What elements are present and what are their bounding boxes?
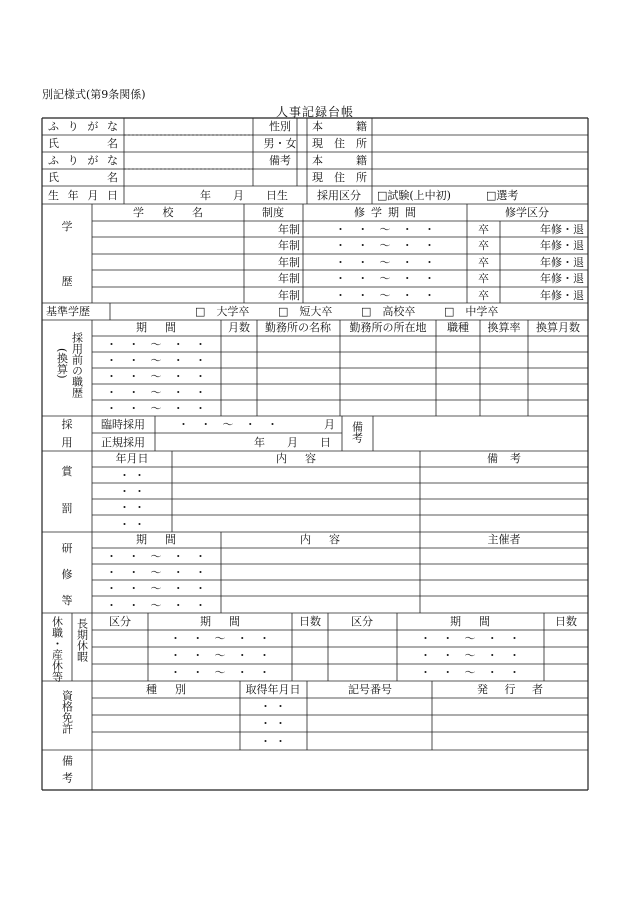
edu-side-2: 歴 [61, 275, 73, 288]
leave-col-kubun-1: 区分 [109, 615, 131, 628]
furigana-label-2: ふりがな [48, 154, 118, 167]
edu-col-seido: 制度 [262, 206, 284, 219]
edu-col-period: 修学期間 [354, 206, 416, 219]
award-date-cell: ・・ [119, 518, 145, 531]
edu-period-cell: ・・～・・ [335, 289, 435, 302]
honseki-label-2: 本籍 [312, 154, 367, 167]
leave-col-days-1: 日数 [299, 615, 321, 628]
career-period-cell: ・・～・・ [106, 370, 206, 383]
edu-kubun-cell: 年修・退 [540, 272, 584, 285]
edu-sotsu-cell: 卒 [478, 272, 489, 285]
edu-kubun-cell: 年修・退 [540, 289, 584, 302]
form-note: 別記様式(第9条関係) [42, 88, 146, 101]
license-side: 資格免許 [60, 690, 74, 734]
training-period-cell: ・・～・・ [106, 599, 206, 612]
name-label-2: 氏名 [48, 171, 118, 184]
form-title: 人事記録台帳 [275, 105, 354, 119]
license-col-number: 記号番号 [348, 683, 392, 696]
shiken-option: □試験(上中初) [377, 189, 451, 202]
leave-col-kubun-2: 区分 [351, 615, 373, 628]
leave-col-period-2: 期間 [450, 615, 490, 628]
award-date-cell: ・・ [119, 469, 145, 482]
hire-temp-period: ・・～・・ [178, 418, 278, 431]
training-col-content: 内容 [300, 533, 340, 546]
training-side-2: 修 [61, 568, 73, 581]
name-label-1: 氏名 [48, 137, 118, 150]
career-period-cell: ・・～・・ [106, 354, 206, 367]
kijun-option-univ: □ 大学卒 [195, 305, 250, 318]
license-col-type: 種別 [146, 683, 186, 696]
award-date-cell: ・・ [119, 485, 145, 498]
leave-period-cell: ・・～・・ [170, 632, 270, 645]
license-col-issuer: 発行者 [477, 683, 543, 696]
edu-col-kubun: 修学区分 [505, 206, 549, 219]
honseki-label-1: 本籍 [312, 120, 367, 133]
address-label-1: 現住所 [312, 137, 367, 150]
career-col-conv: 換算月数 [536, 321, 580, 334]
leave-period-cell: ・・～・・ [420, 666, 520, 679]
license-date-cell: ・・ [260, 700, 286, 713]
edu-seido-cell: 年制 [278, 272, 300, 285]
leave-period-cell: ・・～・・ [420, 632, 520, 645]
edu-kubun-cell: 年修・退 [540, 223, 584, 236]
kijun-label: 基準学歴 [46, 305, 90, 318]
career-col-rate: 換算率 [487, 321, 521, 334]
training-col-host: 主催者 [487, 533, 521, 546]
edu-kubun-cell: 年修・退 [540, 256, 584, 269]
edu-sotsu-cell: 卒 [478, 223, 489, 236]
edu-period-cell: ・・～・・ [335, 272, 435, 285]
award-col-biko: 備考 [487, 452, 521, 465]
edu-seido-cell: 年制 [278, 239, 300, 252]
leave-period-cell: ・・～・・ [170, 666, 270, 679]
edu-sotsu-cell: 卒 [478, 256, 489, 269]
award-date-cell: ・・ [119, 501, 145, 514]
hire-temp-unit: 月 [324, 418, 335, 431]
edu-side-1: 学 [61, 220, 73, 233]
edu-sotsu-cell: 卒 [478, 289, 489, 302]
edu-seido-cell: 年制 [278, 223, 300, 236]
saiyo-kubun-label: 採用区分 [317, 189, 361, 202]
hire-biko: 備考 [350, 421, 364, 443]
hire-regular-date: 年 月 日 [254, 436, 331, 449]
kijun-option-junior: □ 短大卒 [278, 305, 333, 318]
birth-value: 年 月 日生 [200, 189, 288, 202]
career-side-sub: (換算) [55, 348, 69, 379]
edu-period-cell: ・・～・・ [335, 256, 435, 269]
hire-side-2: 用 [61, 436, 73, 449]
career-col-location: 勤務所の所在地 [349, 321, 427, 334]
furigana-label-1: ふりがな [48, 120, 118, 133]
award-side-1: 賞 [61, 465, 73, 478]
license-date-cell: ・・ [260, 735, 286, 748]
career-col-period: 期間 [136, 321, 176, 334]
career-col-months: 月数 [228, 321, 250, 334]
edu-seido-cell: 年制 [278, 289, 300, 302]
kijun-option-high: □ 高校卒 [361, 305, 416, 318]
training-period-cell: ・・～・・ [106, 550, 206, 563]
training-col-period: 期間 [136, 533, 176, 546]
gender-value: 男・女 [263, 137, 297, 150]
career-col-type: 職種 [447, 321, 469, 334]
training-period-cell: ・・～・・ [106, 566, 206, 579]
training-side-1: 研 [61, 542, 73, 555]
career-side: 採用前の職歴 [70, 332, 84, 398]
award-col-date: 年月日 [115, 452, 149, 465]
birth-label: 生年月日 [48, 189, 118, 202]
career-period-cell: ・・～・・ [106, 402, 206, 415]
hire-regular-label: 正規採用 [101, 436, 145, 449]
award-side-2: 罰 [61, 502, 73, 515]
edu-kubun-cell: 年修・退 [540, 239, 584, 252]
address-label-2: 現住所 [312, 171, 367, 184]
hire-side-1: 採 [61, 418, 73, 431]
edu-col-school: 学校名 [133, 206, 203, 219]
edu-period-cell: ・・～・・ [335, 239, 435, 252]
leave-col-days-2: 日数 [555, 615, 577, 628]
career-col-name: 勤務所の名称 [265, 321, 331, 334]
award-col-content: 内容 [276, 452, 316, 465]
senko-option: □選考 [486, 189, 519, 202]
leave-period-cell: ・・～・・ [170, 649, 270, 662]
remarks-side: 備考 [60, 755, 74, 789]
hire-temp-label: 臨時採用 [101, 418, 145, 431]
career-period-cell: ・・～・・ [106, 386, 206, 399]
leave-period-cell: ・・～・・ [420, 649, 520, 662]
biko-label: 備考 [269, 154, 291, 167]
license-col-date: 取得年月日 [245, 683, 301, 696]
leave-side-2: 長期休暇 [75, 618, 89, 662]
training-period-cell: ・・～・・ [106, 582, 206, 595]
edu-period-cell: ・・～・・ [335, 223, 435, 236]
edu-seido-cell: 年制 [278, 256, 300, 269]
leave-side: 休職・産休等 [50, 616, 64, 682]
leave-col-period-1: 期間 [200, 615, 240, 628]
training-side-3: 等 [61, 594, 73, 607]
edu-sotsu-cell: 卒 [478, 239, 489, 252]
gender-label: 性別 [269, 120, 291, 133]
license-date-cell: ・・ [260, 717, 286, 730]
kijun-option-middle: □ 中学卒 [444, 305, 499, 318]
career-period-cell: ・・～・・ [106, 338, 206, 351]
